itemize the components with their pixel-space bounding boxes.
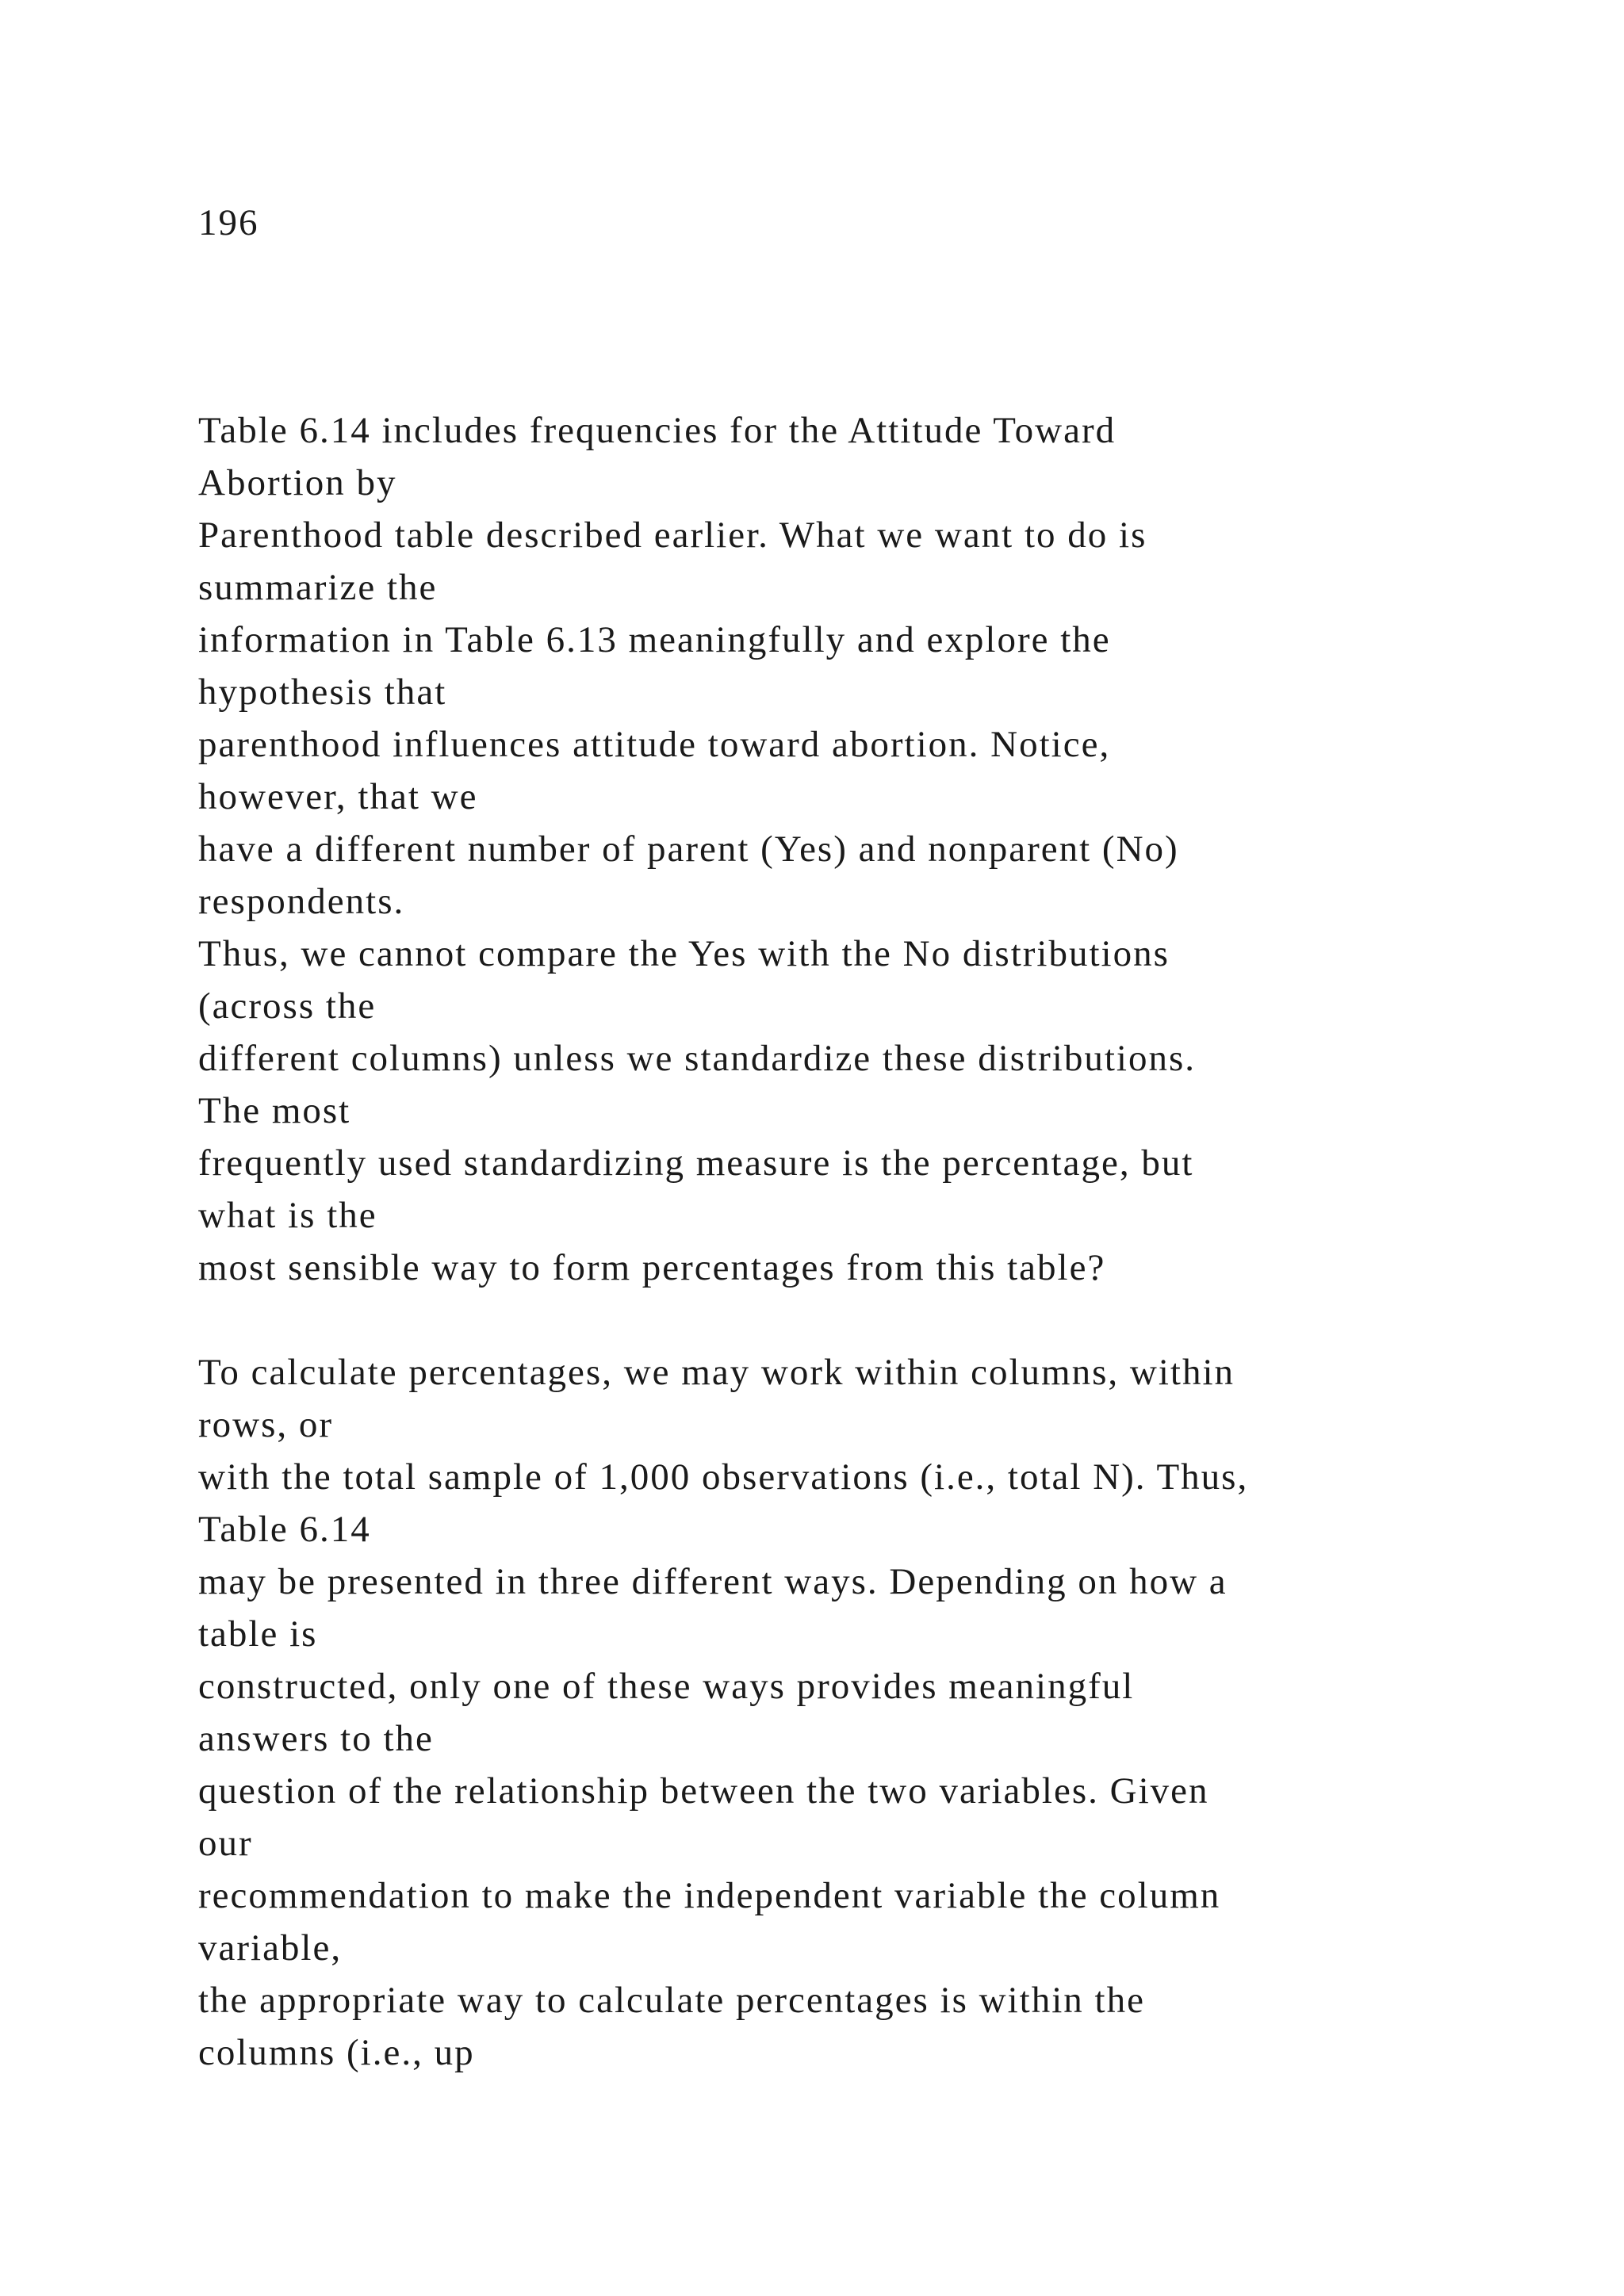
paragraph-2 <box>198 1346 1546 2079</box>
text-line: answers to the <box>198 1718 434 1759</box>
text-line: our <box>198 1823 253 1864</box>
text-line: however, that we <box>198 776 478 817</box>
paragraph-1 <box>198 404 1546 1294</box>
text-line: hypothesis that <box>198 672 447 713</box>
text-line: question of the relationship between the two variables. Given <box>198 1770 1209 1812</box>
text-line: Table 6.14 <box>198 1509 371 1550</box>
text-line: The most <box>198 1090 351 1131</box>
text-line: columns (i.e., up <box>198 2032 475 2073</box>
text-line: what is the <box>198 1195 377 1236</box>
text-line: respondents. <box>198 881 405 922</box>
text-line: To calculate percentages, we may work within columns, within <box>198 1352 1235 1393</box>
text-line: variable, <box>198 1927 343 1969</box>
text-line: Table 6.14 includes frequencies for the Attitude Toward <box>198 410 1116 451</box>
text-line: constructed, only one of these ways provides meaningful <box>198 1666 1135 1707</box>
text-line: parenthood influences attitude toward abortion. Notice, <box>198 724 1111 765</box>
page-number: 196 <box>198 202 259 243</box>
text-line: table is <box>198 1613 318 1655</box>
text-line: Thus, we cannot compare the Yes with the No distributions <box>198 933 1170 974</box>
text-line: summarize the <box>198 567 438 608</box>
text-line: with the total sample of 1,000 observations (i.e., total N). Thus, <box>198 1456 1249 1498</box>
text-line: (across the <box>198 985 377 1027</box>
text-line: Abortion by <box>198 462 397 503</box>
text-line: the appropriate way to calculate percentages is within the <box>198 1980 1145 2021</box>
text-line: recommendation to make the independent variable the column <box>198 1875 1221 1916</box>
text-line: most sensible way to form percentages from this table? <box>198 1247 1106 1288</box>
text-line: may be presented in three different ways. Depending on how a <box>198 1561 1228 1602</box>
paragraph-gap <box>198 1294 1546 1346</box>
text-line: frequently used standardizing measure is the percentage, but <box>198 1142 1194 1184</box>
text-line: information in Table 6.13 meaningfully and explore the <box>198 619 1111 660</box>
text-line: different columns) unless we standardize these distributions. <box>198 1038 1197 1079</box>
text-line: Parenthood table described earlier. What we want to do is <box>198 515 1147 556</box>
body-text <box>198 404 1546 2079</box>
text-line: have a different number of parent (Yes) and nonparent (No) <box>198 828 1179 870</box>
text-line: rows, or <box>198 1404 334 1445</box>
